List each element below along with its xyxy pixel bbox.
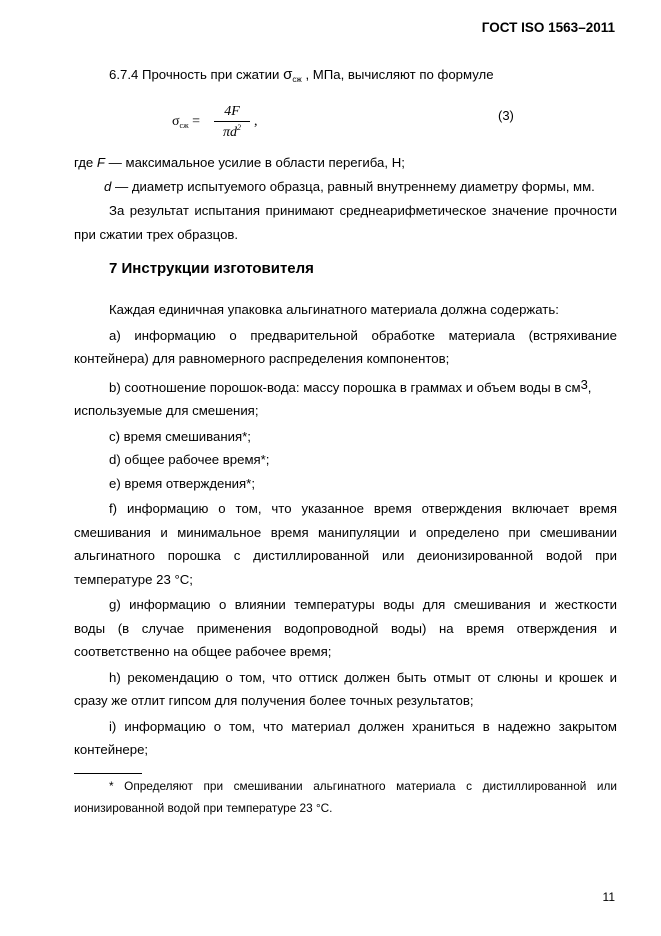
sigma-subscript: сж: [292, 75, 302, 84]
formula-lhs: $\sigma_{сж}$ =: [172, 114, 201, 130]
result-paragraph: За результат испытания принимают среднеарифметическое значение прочности при сжатии трех образцов.: [74, 203, 617, 242]
item-e: e) время отверждения*;: [109, 475, 255, 491]
formula-number: (3): [498, 108, 514, 123]
page-number: 11: [602, 890, 615, 904]
item-d: d) общее рабочее время*;: [109, 452, 270, 467]
definition-d: d — диаметр испытуемого образца, равный внутреннему диаметру формы, мм.: [104, 179, 595, 194]
intro-line: Каждая единичная упаковка альгинатного материала должна содержать:: [109, 302, 559, 317]
item-a: а) информацию о предварительной обработке материала (встряхивание контейнера) для равномерного распределения компонентов;: [74, 327, 617, 366]
f-symbol: F: [96, 155, 105, 170]
footnote: * Определяют при смешивании альгинатного материала с дистиллированной или ионизированной водой при температуре 23 °С.: [74, 779, 617, 815]
section-7-body: [74, 298, 617, 762]
section-suffix: , МПа, вычисляют по формуле: [301, 67, 494, 82]
sigma-symbol: σ: [283, 66, 293, 83]
item-f: f) информацию о том, что указанное время отверждения включает время смешивания и минимальное время манипуляции и определено при смешивании альгинатного порошка с дистиллированной или деионизированной водой при температуре 23 °С;: [74, 501, 617, 587]
formula-fraction: [212, 104, 252, 141]
item-g: g) информацию о влиянии температуры воды для смешивания и жесткости воды (в случае применения водопроводной воды) на время отверждения и соответственно на общее рабочее время;: [74, 597, 617, 659]
footnote-divider: [74, 773, 142, 774]
section-6-7-4-text: [74, 63, 617, 92]
section-7-heading: 7 Инструкции изготовителя: [109, 260, 314, 277]
formula-numerator: 4F: [224, 104, 240, 119]
formula-comma: ,: [254, 114, 258, 129]
item-h: h) рекомендацию о том, что оттиск должен быть отмыт от слюны и крошек и сразу же отлит гипсом для получения более точных результатов;: [74, 669, 617, 708]
cubic-superscript: 3: [580, 376, 588, 392]
item-i: i) информацию о том, что материал должен храниться в надежно закрытом контейнере;: [74, 718, 617, 757]
definition-f: где F — максимальное усилие в области перегиба, Н;: [74, 155, 405, 170]
item-c: c) время смешивания*;: [109, 428, 251, 444]
document-header: ГОСТ ISO 1563–2011: [481, 20, 615, 35]
fraction-bar: [214, 121, 250, 122]
d-symbol: d: [104, 179, 112, 194]
formula-denominator: $\pi d^2$: [222, 123, 241, 140]
section-prefix: 6.7.4 Прочность при сжатии: [109, 67, 284, 82]
item-b: b) соотношение порошок-вода: массу порошка в граммах и объем воды в $см^3$, используемые для смешения;: [74, 376, 592, 418]
